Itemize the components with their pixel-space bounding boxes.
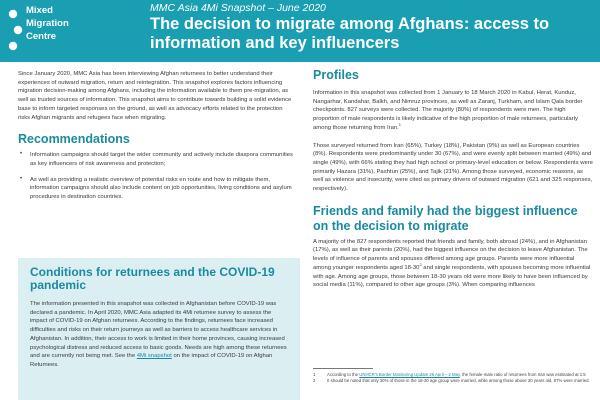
bullet-icon: •: [20, 151, 23, 158]
footnote-number: 2: [313, 378, 316, 383]
footnote-text-after: , the female-male ratio of returnees from Iran was estimated at 1:5: [459, 372, 586, 377]
right-column: [313, 68, 593, 290]
footnote-number: 1: [313, 372, 316, 377]
family-paragraph-text-a: A majority of the 827 respondents reported that friends and family, both abroad (24%), and in Afghanistan (17%), as well as their parents (20%), had the biggest influence on the decision to leave Afghanistan. The levels of influence of parents and spouses differed among age groups. Parents were more influential among younger respondents aged 18-30: [313, 238, 588, 271]
covid-box-text-after: on the impact of COVID-19 on Afghan Returnees.: [30, 353, 273, 368]
covid-box-text-before: The information presented in this snapshot was collected in Afghanistan before COVID-19 was declared a pandemic. In April 2020, MMC Asia adapted its 4Mi returnee survey to assess the impact of COVID-19 on Afghan returnees. According to the findings, returnees face increased difficulties and risks on their return journeys as well as barriers to access healthcare services in Afghanistan. In addition, their access to work is limited in their home provinces, causing increased psychological distress and reduced access to basic goods. Needs are high among these returnees and are currently not being met. See the: [30, 301, 287, 360]
recommendation-item: [18, 151, 294, 168]
logo-line-mixed: Mixed: [26, 5, 53, 16]
page-title: The decision to migrate among Afghans: access to information and key influencers: [150, 15, 550, 52]
footnote-ref-1[interactable]: 1: [398, 121, 402, 127]
recommendations-list: [18, 151, 294, 202]
family-paragraph-text-b: and single respondents, with spouses becoming more influential with age. Among age groups, those between 18-30 years old were more likely to have been influenced by social media (11%), compared to other age groups (3%). When comparing influences: [313, 264, 591, 289]
snapshot-link[interactable]: 4Mi snapshot: [136, 353, 172, 360]
recommendation-text: Information campaigns should target the wider community and actively include diaspora communities as key influencers of risk awareness and protection;: [30, 152, 293, 167]
mmc-logo: [4, 2, 124, 60]
recommendation-item: [18, 176, 294, 202]
profiles-paragraph-2: Those surveyed returned from Iran (65%), Turkey (18%), Pakistan (9%) as well as European countries (8%). Respondents were predominantly under 30 (67%), and were evenly split between married (49%) and single (49%), with 66% stating they had high school or primary-level education or below. Respondents were primarily Hazara (31%), Pashtun (25%), and Tajik (21%). Among those surveyed, economic reasons, as well as violence and insecurity, were cited as primary drivers of outward migration (621 and 325 responses, respectively).: [313, 142, 593, 193]
left-column: [18, 70, 294, 209]
covid-box-text: [30, 300, 290, 370]
footnote-ref-2[interactable]: 2: [419, 261, 422, 267]
family-influence-paragraph: [313, 238, 593, 290]
logo-line-migration: Migration: [26, 18, 69, 29]
footnote-text-before: According to the: [327, 372, 360, 377]
intro-paragraph: Since January 2020, MMC Asia has been interviewing Afghan returnees to better understand their experiences of outward migration, return and reintegration. This snapshot explores factors influencing migration decision-making among Afghans, including the information available to them pre-migration, as well as trusted sources of information. This snapshot aims to contribute towards building a solid evidence base to inform targeted responses on the ground, as well as advocacy efforts related to the protection risks Afghan migrants and refugees face when migrating.: [18, 71, 292, 121]
footnotes: [313, 372, 593, 384]
covid-box-heading: Conditions for returnees and the COVID-19 pandemic: [30, 265, 275, 292]
profiles-paragraph-1-text: Information in this snapshot was collected from 1 January to 18 March 2020 in Kabul, Herat, Kunduz, Nangarhar, Kandahar, Balkh, and Nimruz provinces, as well as Zaranj, Turkham, and Islam Qala border checkpoints. 827 surveys were collected. The majority (80%) of respondents were men. The high proportion of male respondents is likely indicative of the high proportion of male returnees, particularly among those returning from Iran.: [313, 90, 583, 131]
unhcr-report-link[interactable]: UNHCR's Border Monitoring Update 26 April – 2 May: [359, 372, 460, 377]
covid-info-box: [18, 258, 300, 400]
logo-text: [26, 4, 69, 43]
footnote-text: It should be noted that only 30% of those in the 18-30 age group were married, while among those above 30 years old, 87% were married.: [327, 378, 590, 383]
profiles-heading: Profiles: [313, 68, 359, 82]
logo-line-centre: Centre: [26, 31, 57, 42]
logo-mark-icon: [4, 6, 26, 56]
profiles-paragraph-1: [313, 89, 593, 133]
header-banner: [0, 0, 600, 62]
recommendation-text: As well as providing a realistic overview of potential risks en route and how to mitigate them, information campaigns should also include content on job opportunities, living conditions and asylum procedures in destination countries.: [30, 176, 292, 201]
bullet-icon: •: [20, 175, 23, 182]
footnote-divider: [313, 368, 373, 369]
footnote-2: [313, 378, 593, 384]
recommendations-heading: Recommendations: [18, 132, 130, 147]
snapshot-label: MMC Asia 4Mi Snapshot – June 2020: [150, 2, 326, 14]
family-influence-heading: Friends and family had the biggest influence on the decision to migrate: [313, 203, 578, 233]
